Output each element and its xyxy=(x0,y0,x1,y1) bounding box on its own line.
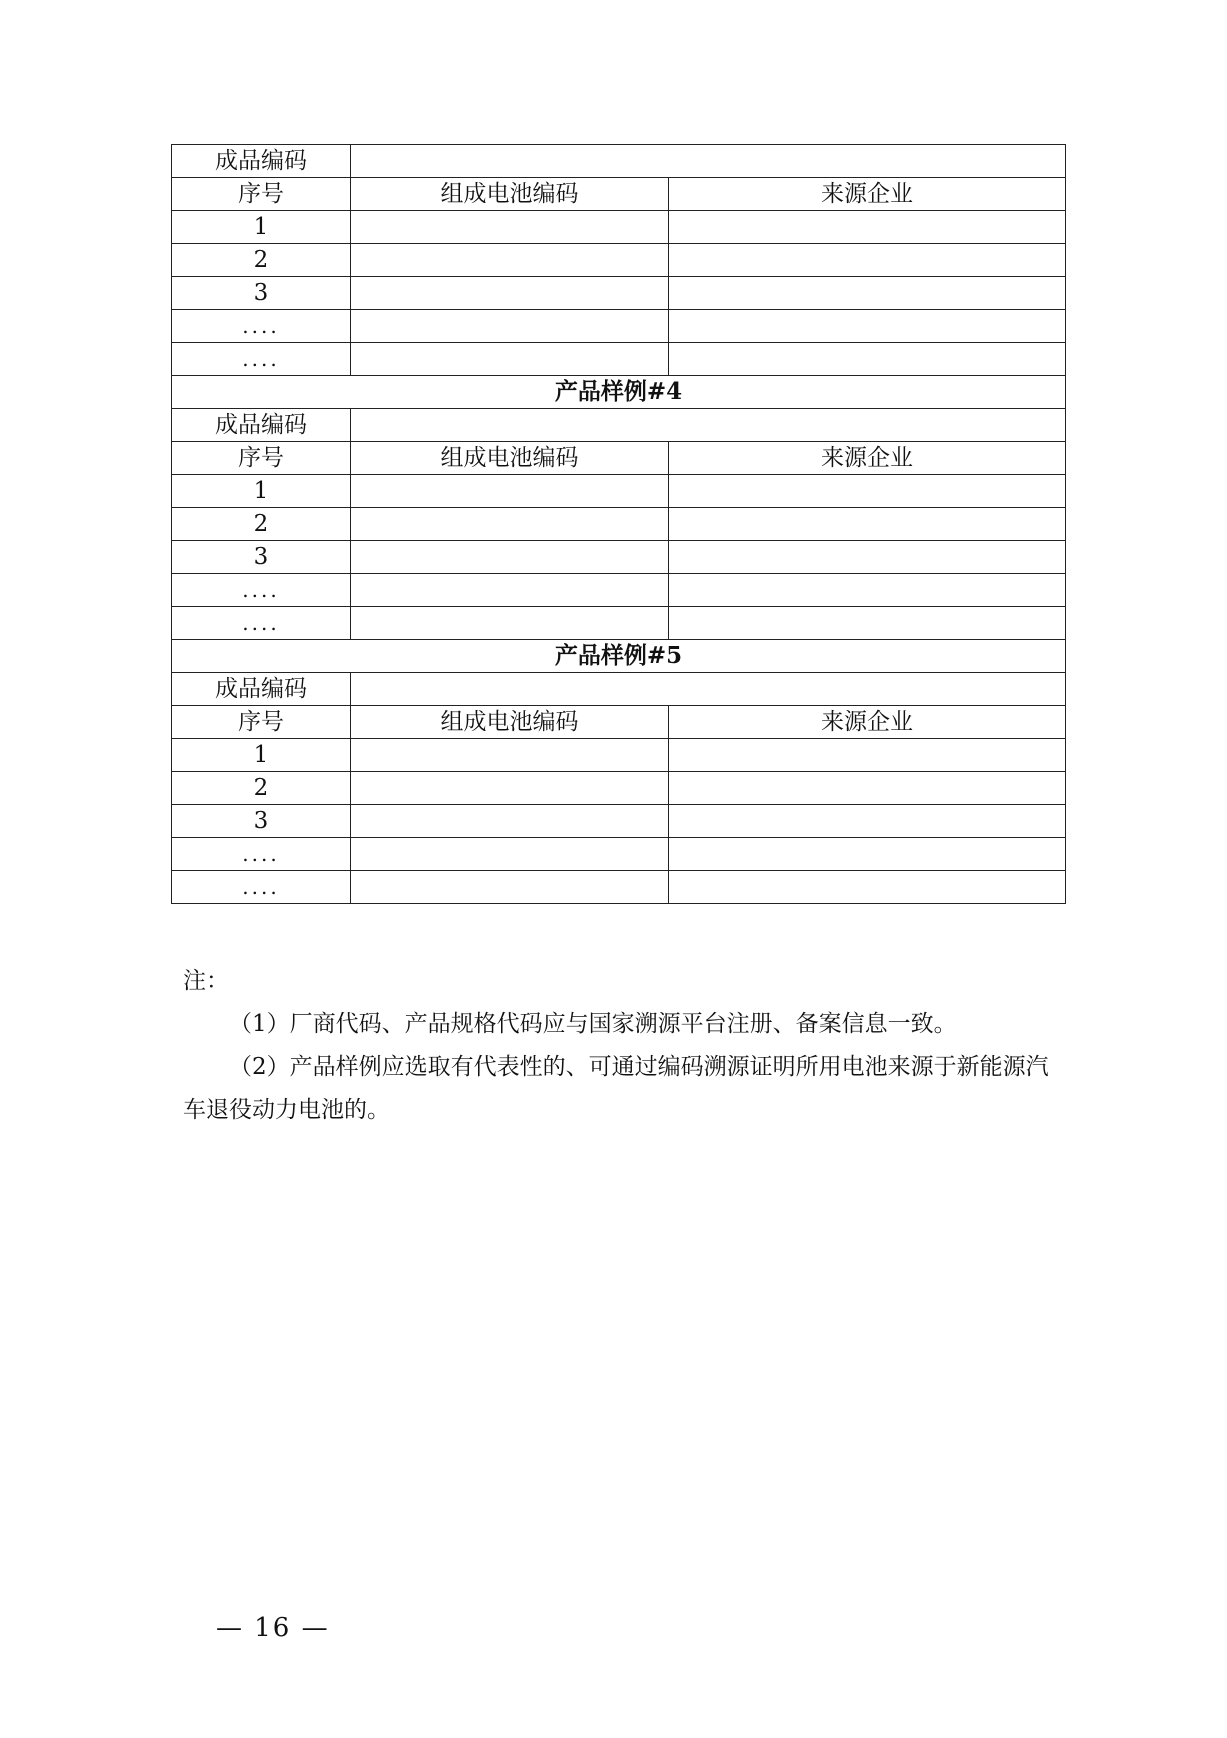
source-company-cell xyxy=(669,475,1066,508)
row-seq: 3 xyxy=(172,277,351,310)
page-number: — 16 — xyxy=(216,1613,330,1643)
section-title-sample-5: 产品样例#5 xyxy=(172,640,1066,673)
product-code-label: 成品编码 xyxy=(172,673,351,706)
row-seq: 1 xyxy=(172,475,351,508)
section-title-sample-4: 产品样例#4 xyxy=(172,376,1066,409)
row-seq: 2 xyxy=(172,772,351,805)
row-seq: .... xyxy=(172,607,351,640)
row-seq: 1 xyxy=(172,211,351,244)
product-code-label: 成品编码 xyxy=(172,409,351,442)
source-company-cell xyxy=(669,772,1066,805)
battery-code-cell xyxy=(351,772,669,805)
source-company-cell xyxy=(669,211,1066,244)
row-seq: .... xyxy=(172,871,351,904)
column-header-battery-code: 组成电池编码 xyxy=(351,442,669,475)
source-company-cell xyxy=(669,310,1066,343)
table-row xyxy=(172,772,1066,805)
battery-code-cell xyxy=(351,475,669,508)
product-code-value xyxy=(351,409,1066,442)
battery-code-cell xyxy=(351,805,669,838)
table-row xyxy=(172,244,1066,277)
column-header-battery-code: 组成电池编码 xyxy=(351,178,669,211)
table-row xyxy=(172,574,1066,607)
row-seq: 1 xyxy=(172,739,351,772)
battery-code-cell xyxy=(351,211,669,244)
section-row-sample-4 xyxy=(172,376,1066,409)
table-row xyxy=(172,310,1066,343)
table-row xyxy=(172,475,1066,508)
column-header-battery-code: 组成电池编码 xyxy=(351,706,669,739)
section-row-sample-5 xyxy=(172,640,1066,673)
table-row xyxy=(172,277,1066,310)
battery-code-cell xyxy=(351,277,669,310)
product-code-value xyxy=(351,145,1066,178)
table-header-row xyxy=(172,706,1066,739)
product-code-value xyxy=(351,673,1066,706)
battery-code-cell xyxy=(351,244,669,277)
source-company-cell xyxy=(669,343,1066,376)
table-row xyxy=(172,739,1066,772)
table-row xyxy=(172,211,1066,244)
table-row xyxy=(172,838,1066,871)
table-header-row xyxy=(172,178,1066,211)
row-seq: 3 xyxy=(172,541,351,574)
table-header-row xyxy=(172,442,1066,475)
note-item: （2）产品样例应选取有代表性的、可通过编码溯源证明所用电池来源于新能源汽车退役动力电池的。 xyxy=(183,1054,1049,1123)
table-row xyxy=(172,343,1066,376)
battery-code-cell xyxy=(351,508,669,541)
row-seq: .... xyxy=(172,310,351,343)
source-company-cell xyxy=(669,805,1066,838)
product-code-label: 成品编码 xyxy=(172,145,351,178)
source-company-cell xyxy=(669,871,1066,904)
battery-sample-table xyxy=(171,144,1066,904)
battery-code-cell xyxy=(351,739,669,772)
source-company-cell xyxy=(669,508,1066,541)
column-header-seq: 序号 xyxy=(172,706,351,739)
column-header-source-company: 来源企业 xyxy=(669,706,1066,739)
table-row xyxy=(172,145,1066,178)
battery-code-cell xyxy=(351,871,669,904)
note-item: （1）厂商代码、产品规格代码应与国家溯源平台注册、备案信息一致。 xyxy=(229,1011,957,1037)
column-header-seq: 序号 xyxy=(172,442,351,475)
source-company-cell xyxy=(669,838,1066,871)
table-row xyxy=(172,607,1066,640)
table-row xyxy=(172,805,1066,838)
battery-code-cell xyxy=(351,541,669,574)
row-seq: .... xyxy=(172,574,351,607)
table-row xyxy=(172,508,1066,541)
battery-code-cell xyxy=(351,574,669,607)
battery-code-cell xyxy=(351,343,669,376)
row-seq: .... xyxy=(172,838,351,871)
row-seq: 3 xyxy=(172,805,351,838)
column-header-seq: 序号 xyxy=(172,178,351,211)
row-seq: 2 xyxy=(172,508,351,541)
source-company-cell xyxy=(669,739,1066,772)
column-header-source-company: 来源企业 xyxy=(669,178,1066,211)
source-company-cell xyxy=(669,541,1066,574)
source-company-cell xyxy=(669,607,1066,640)
column-header-source-company: 来源企业 xyxy=(669,442,1066,475)
table-row xyxy=(172,871,1066,904)
source-company-cell xyxy=(669,574,1066,607)
table-row xyxy=(172,673,1066,706)
table-row xyxy=(172,541,1066,574)
row-seq: 2 xyxy=(172,244,351,277)
source-company-cell xyxy=(669,277,1066,310)
row-seq: .... xyxy=(172,343,351,376)
battery-code-cell xyxy=(351,838,669,871)
battery-code-cell xyxy=(351,310,669,343)
notes-label: 注： xyxy=(183,968,229,994)
table-row xyxy=(172,409,1066,442)
source-company-cell xyxy=(669,244,1066,277)
battery-code-cell xyxy=(351,607,669,640)
notes-section xyxy=(183,960,1063,1132)
